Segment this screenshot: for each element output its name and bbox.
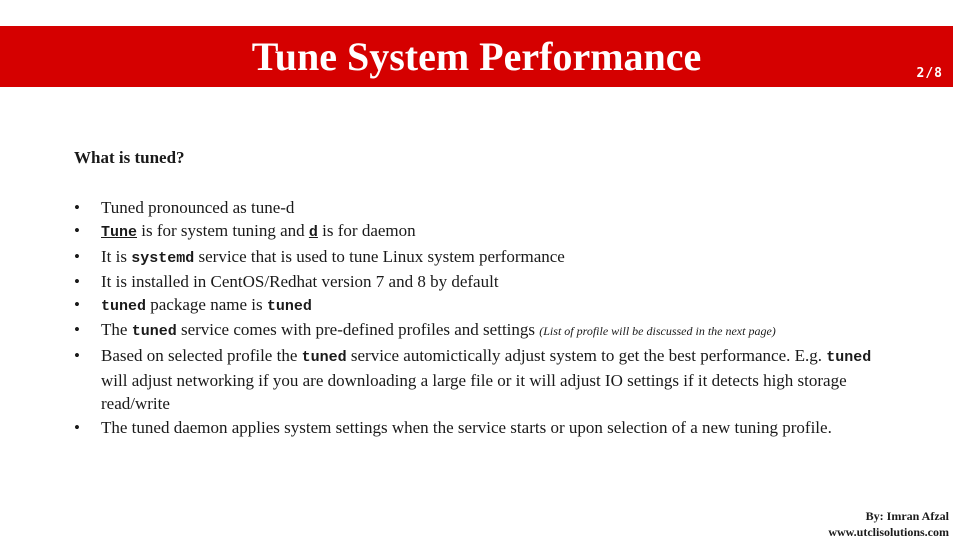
list-item [74, 293, 894, 318]
tune-keyword: Tune [101, 224, 138, 242]
title-banner [0, 26, 953, 87]
slide-title: Tune System Performance [251, 34, 702, 79]
footer-credit [828, 508, 949, 540]
tuned-keyword: tuned [826, 348, 872, 366]
bullet-icon: • [74, 246, 80, 266]
bullet-icon: • [74, 417, 80, 437]
bullet-icon: • [74, 221, 80, 241]
bullet-list [74, 196, 894, 439]
systemd-keyword: systemd [131, 249, 195, 267]
author-name: By: Imran Afzal [865, 509, 949, 523]
bullet-icon: • [74, 295, 80, 315]
list-item [74, 245, 894, 270]
bullet-text: Based on selected profile the [101, 345, 302, 365]
tuned-keyword: tuned [301, 348, 347, 366]
d-keyword: d [308, 224, 318, 242]
bullet-text: will adjust networking if you are downloading a large file or it will adjust IO settings if it detects high storage read/write [101, 371, 847, 414]
bullet-icon: • [74, 345, 80, 365]
list-item [74, 416, 894, 439]
list-item [74, 318, 894, 343]
bullet-text: It is [101, 246, 132, 266]
website-url: www.utclisolutions.com [828, 525, 949, 539]
list-item [74, 219, 894, 244]
tuned-keyword: tuned [101, 298, 147, 316]
bullet-icon: • [74, 320, 80, 340]
list-item [74, 270, 894, 293]
bullet-icon: • [74, 198, 80, 217]
bullet-text: service that is used to tune Linux system performance [194, 246, 565, 266]
bullet-text: Tuned pronounced as tune-d [101, 198, 295, 217]
list-item [74, 196, 894, 219]
section-heading: What is tuned? [74, 148, 185, 167]
bullet-text: The [101, 320, 132, 340]
bullet-text: is for daemon [317, 221, 416, 241]
tuned-keyword: tuned [266, 298, 312, 316]
bullet-text: service automictically adjust system to get the best performance. E.g. [346, 345, 827, 365]
page-number: 2/8 [916, 66, 943, 81]
bullet-text: service comes with pre-defined profiles and settings [176, 320, 540, 340]
profile-note: (List of profile will be discussed in the next page) [539, 324, 776, 339]
bullet-text: The tuned daemon applies system settings when the service starts or upon selection of a new tuning profile. [101, 417, 832, 437]
bullet-text: is for system tuning and [137, 221, 309, 241]
list-item [74, 344, 894, 416]
bullet-icon: • [74, 271, 80, 291]
bullet-text: It is installed in CentOS/Redhat version 7 and 8 by default [101, 271, 499, 291]
tuned-keyword: tuned [131, 323, 177, 341]
bullet-text: package name is [146, 295, 267, 315]
